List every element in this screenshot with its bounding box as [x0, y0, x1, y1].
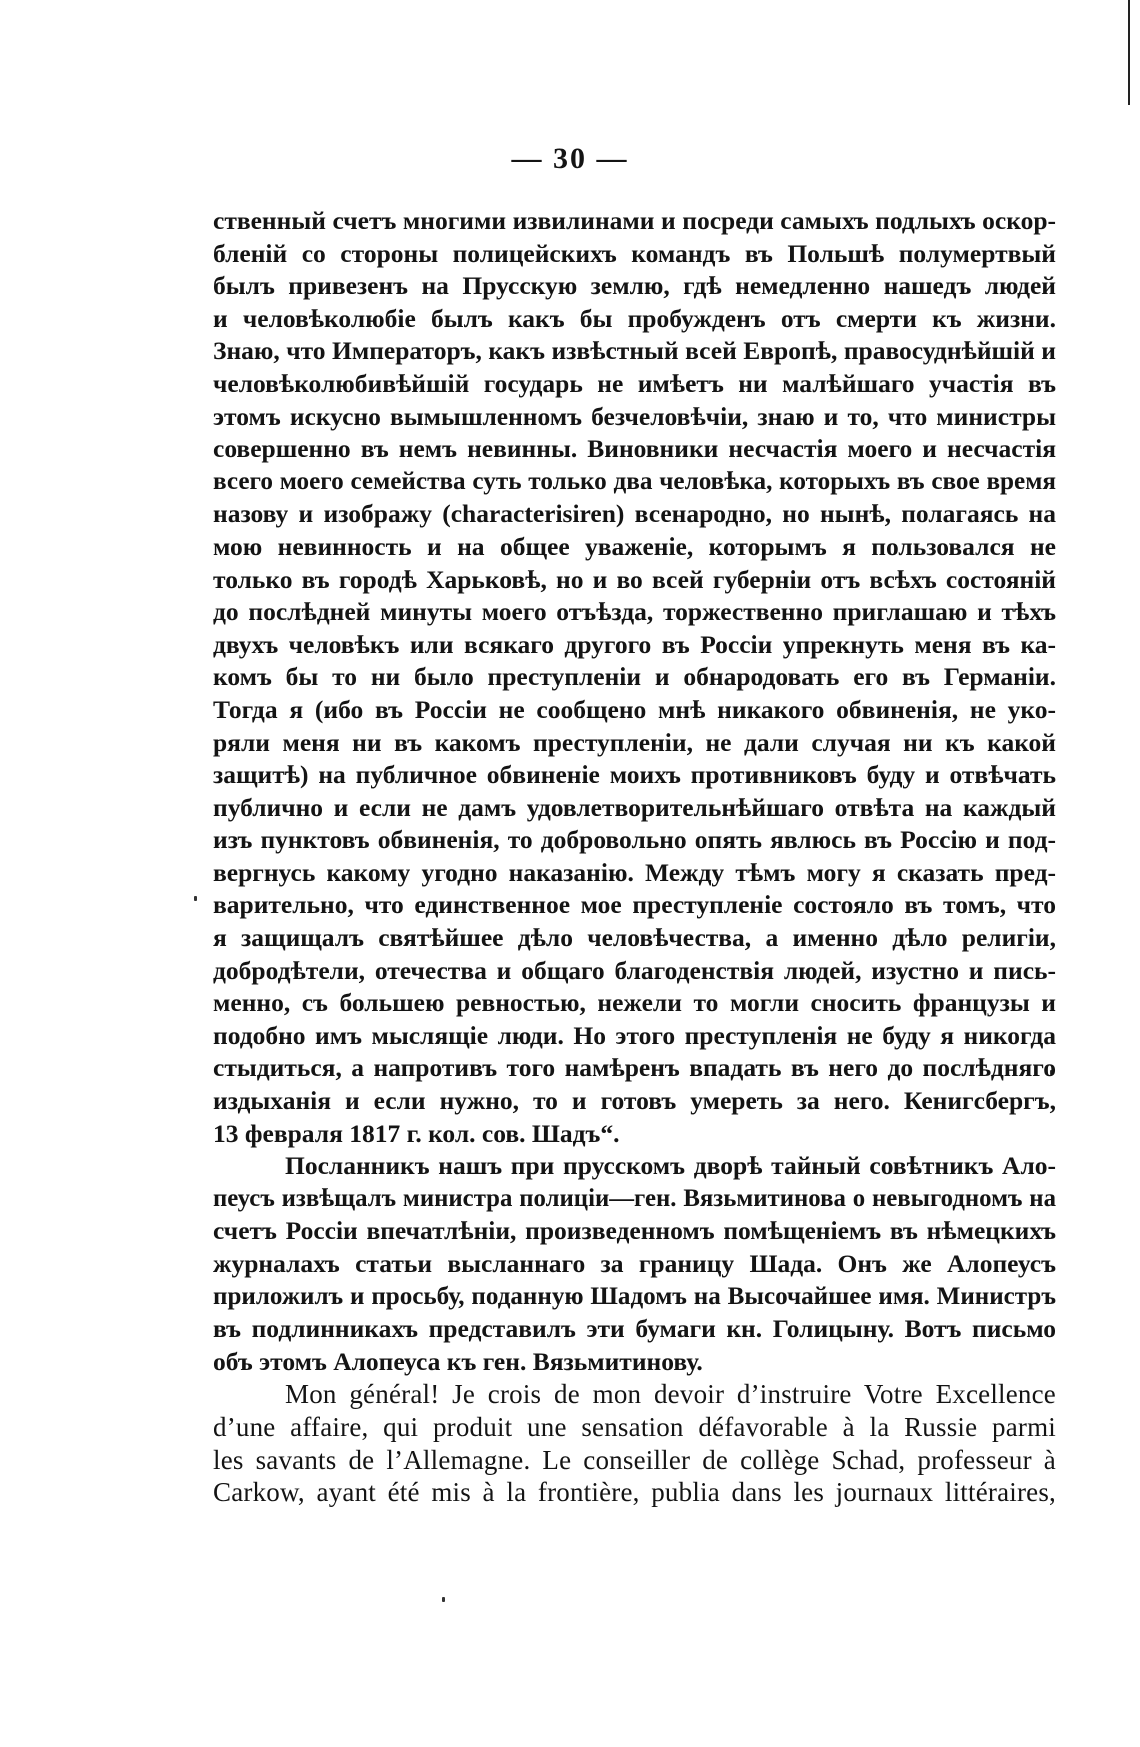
text-line: стыдиться, а напротивъ того намѣренъ впадать въ него до послѣдняго: [213, 1053, 1056, 1083]
text-line: изъ пунктовъ обвиненія, то добровольно опять явлюсь въ Россію и под-: [213, 825, 1056, 855]
text-line: les savants de l’Allemagne. Le conseiller de collège Schad, professeur à: [213, 1444, 1056, 1475]
text-line: совершенно въ немъ невинны. Виновники несчастія моего и несчастія: [213, 434, 1056, 464]
text-line: человѣколюбивѣйшій государь не имѣетъ ни малѣйшаго участія въ: [213, 368, 1056, 398]
text-line: 13 февраля 1817 г. кол. сов. Шадъ“.: [213, 1118, 620, 1148]
text-line: счетъ Россіи впечатлѣніи, произведенномъ помѣщеніемъ въ нѣмецкихъ: [213, 1216, 1056, 1246]
text-line: издыханія и если нужно, то и готовъ умереть за него. Кенигсбергъ,: [213, 1086, 1056, 1116]
text-line: пеусъ извѣщалъ министра полиціи—ген. Вязьмитинова о невыгодномъ на: [213, 1184, 1056, 1212]
text-line: объ этомъ Алопеуса къ ген. Вязьмитинову.: [213, 1346, 703, 1376]
text-line: только въ городѣ Харьковѣ, но и во всей губерніи отъ всѣхъ состояній: [213, 564, 1056, 594]
page-number: — 30 —: [511, 142, 629, 175]
text-line: d’une affaire, qui produit une sensation défavorable à la Russie parmi: [213, 1411, 1056, 1442]
text-line: приложилъ и просьбу, поданную Шадомъ на Высочайшее имя. Министръ: [213, 1282, 1056, 1310]
text-line: защитѣ) на публичное обвиненіе моихъ противниковъ буду и отвѣчать: [213, 760, 1056, 790]
body-text: [213, 205, 1056, 1509]
text-line: Mon général! Je crois de mon devoir d’instruire Votre Excellence: [285, 1379, 1056, 1410]
text-line: въ подлинникахъ представилъ эти бумаги кн. Голицыну. Вотъ письмо: [213, 1314, 1056, 1344]
text-line: комъ бы то ни было преступленіи и обнародовать его въ Германіи.: [213, 662, 1056, 692]
text-line: бленій со стороны полицейскихъ командъ въ Польшѣ полумертвый: [213, 238, 1056, 268]
text-line: менно, съ большею ревностью, нежели то могли сносить французы и: [213, 988, 1056, 1018]
text-line: всего моего семейства суть только два человѣка, которыхъ въ свое время: [213, 467, 1056, 495]
text-line: былъ привезенъ на Прусскую землю, гдѣ немедленно нашедъ людей: [213, 271, 1056, 301]
text-line: добродѣтели, отечества и общаго благоденствія людей, изустно и пись-: [213, 955, 1056, 985]
text-line: Посланникъ нашъ при прусскомъ дворѣ тайный совѣтникъ Ало-: [285, 1151, 1056, 1181]
text-line: этомъ искусно вымышленномъ безчеловѣчіи, знаю и то, что министры: [213, 401, 1056, 431]
text-line: журналахъ статьи высланнаго за границу Шада. Онъ же Алопеусъ: [213, 1249, 1056, 1278]
scan-edge-line: [1128, 0, 1130, 105]
text-line: и человѣколюбіе былъ какъ бы пробужденъ отъ смерти къ жизни.: [213, 303, 1056, 333]
text-line: Carkow, ayant été mis à la frontière, publia dans les journaux littéraires,: [213, 1477, 1056, 1508]
text-line: публично и если не дамъ удовлетворительнѣйшаго отвѣта на каждый: [213, 792, 1056, 822]
text-line: подобно имъ мыслящіе люди. Но этого преступленія не буду я никогда: [213, 1020, 1056, 1050]
text-line: Тогда я (ибо въ Россіи не сообщено мнѣ никакого обвиненія, не уко-: [213, 694, 1056, 724]
text-line: назову и изображу (characterisiren) всенародно, но нынѣ, полагаясь на: [213, 499, 1056, 529]
text-line: я защищалъ святѣйшее дѣло человѣчества, а именно дѣло религіи,: [213, 923, 1056, 953]
text-line: ственный счетъ многими извилинами и посреди самыхъ подлыхъ оскор-: [213, 206, 1056, 235]
text-line: вергнусь какому угодно наказанію. Между тѣмъ могу я сказать пред-: [213, 857, 1056, 887]
text-line: мою невинность и на общее уваженіе, которымъ я пользовался не: [213, 531, 1056, 561]
text-line: ряли меня ни въ какомъ преступленіи, не дали случая ни къ какой: [213, 727, 1056, 757]
scan-speck: [194, 896, 197, 901]
text-line: до послѣдней минуты моего отъѣзда, торжественно приглашаю и тѣхъ: [213, 597, 1056, 627]
text-line: Знаю, что Императоръ, какъ извѣстный всей Европѣ, правосуднѣйшій и: [213, 336, 1056, 366]
text-line: варительно, что единственное мое преступленіе состояло въ томъ, что: [213, 890, 1056, 920]
text-line: двухъ человѣкъ или всякаго другого въ Россіи упрекнуть меня въ ка-: [213, 629, 1056, 659]
scan-speck: [442, 1597, 445, 1602]
